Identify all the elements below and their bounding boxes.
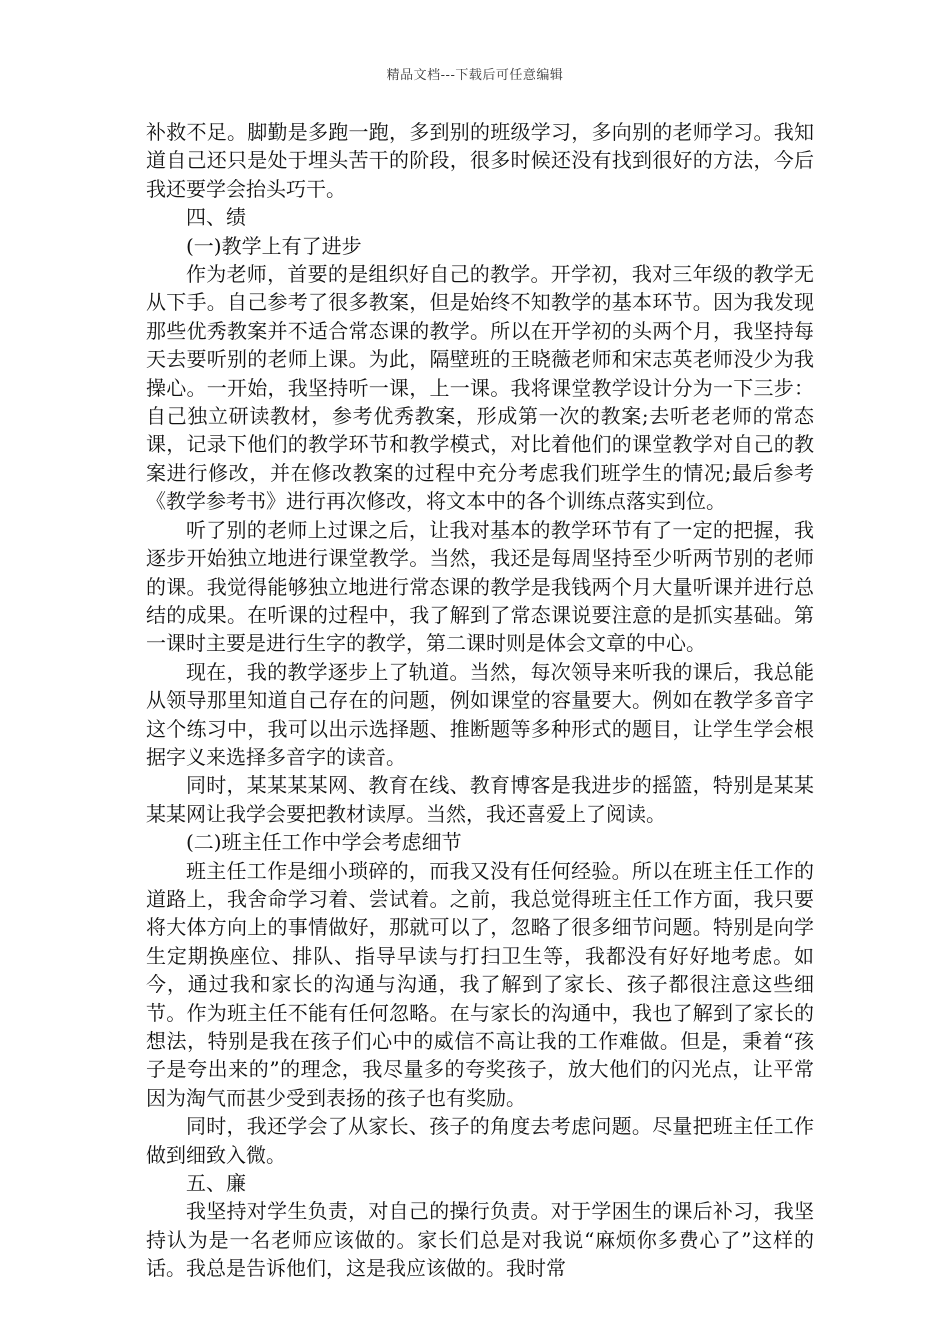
paragraph: 听了别的老师上过课之后，让我对基本的教学环节有了一定的把握，我逐步开始独立地进行课堂教学。当然，我还是每周坚持至少听两节别的老师的课。我觉得能够独立地进行常态课的教学是我钱两个月大量听课并进行总结的成果。在听课的过程中，我了解到了常态课说要注意的是抓实基础。第一课时主要是进行生字的教学，第二课时则是体会文章的中心。	[146, 517, 814, 656]
page-header: 精品文档---下载后可任意编辑	[386, 68, 564, 83]
paragraph: 同时，我还学会了从家长、孩子的角度去考虑问题。尽量把班主任工作做到细致入微。	[146, 1114, 814, 1167]
subsection-heading-teaching: (一)教学上有了进步	[186, 233, 362, 258]
paragraph: 现在，我的教学逐步上了轨道。当然，每次领导来听我的课后，我总能从领导那里知道自己存在的问题，例如课堂的容量要大。例如在教学多音字这个练习中，我可以出示选择题、推断题等多种形式的题目，让学生学会根据字义来选择多音字的读音。	[146, 659, 814, 769]
section-heading-five: 五、廉	[186, 1171, 246, 1196]
subsection-heading-class-teacher: (二)班主任工作中学会考虑细节	[186, 830, 462, 855]
paragraph: 班主任工作是细小琐碎的，而我又没有任何经验。所以在班主任工作的道路上，我舍命学习着、尝试着。之前，我总觉得班主任工作方面，我只要将大体方向上的事情做好，那就可以了，忽略了很多细节问题。特别是向学生定期换座位、排队、指导早读与打扫卫生等，我都没有好好地考虑。如今，通过我和家长的沟通与沟通，我了解到了家长、孩子都很注意这些细节。作为班主任不能有任何忽略。在与家长的沟通中，我也了解到了家长的想法，特别是我在孩子们心中的威信不高让我的工作难做。但是，秉着“孩子是夸出来的”的理念，我尽量多的夸奖孩子，放大他们的闪光点，让平常因为淘气而甚少受到表扬的孩子也有奖励。	[146, 858, 814, 1110]
paragraph: 我坚持对学生负责，对自己的操行负责。对于学困生的课后补习，我坚持认为是一名老师应该做的。家长们总是对我说“麻烦你多费心了”这样的话。我总是告诉他们，这是我应该做的。我时常	[146, 1199, 814, 1281]
paragraph-continuation: 补救不足。脚勤是多跑一跑，多到别的班级学习，多向别的老师学习。我知道自己还只是处于埋头苦干的阶段，很多时候还没有找到很好的方法，今后我还要学会抬头巧干。	[146, 120, 814, 201]
paragraph: 作为老师，首要的是组织好自己的教学。开学初，我对三年级的教学无从下手。自己参考了很多教案，但是始终不知教学的基本环节。因为我发现那些优秀教案并不适合常态课的教学。所以在开学初的头两个月，我坚持每天去要听别的老师上课。为此，隔壁班的王晓薇老师和宋志英老师没少为我操心。一开始，我坚持听一课，上一课。我将课堂教学设计分为一下三步：自己独立研读教材，参考优秀教案，形成第一次的教案;去听老老师的常态课，记录下他们的教学环节和教学模式，对比着他们的课堂教学对自己的教案进行修改，并在修改教案的过程中充分考虑我们班学生的情况;最后参考《教学参考书》进行再次修改，将文本中的各个训练点落实到位。	[146, 262, 814, 514]
document-body	[146, 118, 814, 1283]
section-heading-four: 四、绩	[186, 205, 246, 230]
paragraph: 同时，某某某某网、教育在线、教育博客是我进步的摇篮，特别是某某某某网让我学会要把教材读厚。当然，我还喜爱上了阅读。	[146, 773, 814, 826]
